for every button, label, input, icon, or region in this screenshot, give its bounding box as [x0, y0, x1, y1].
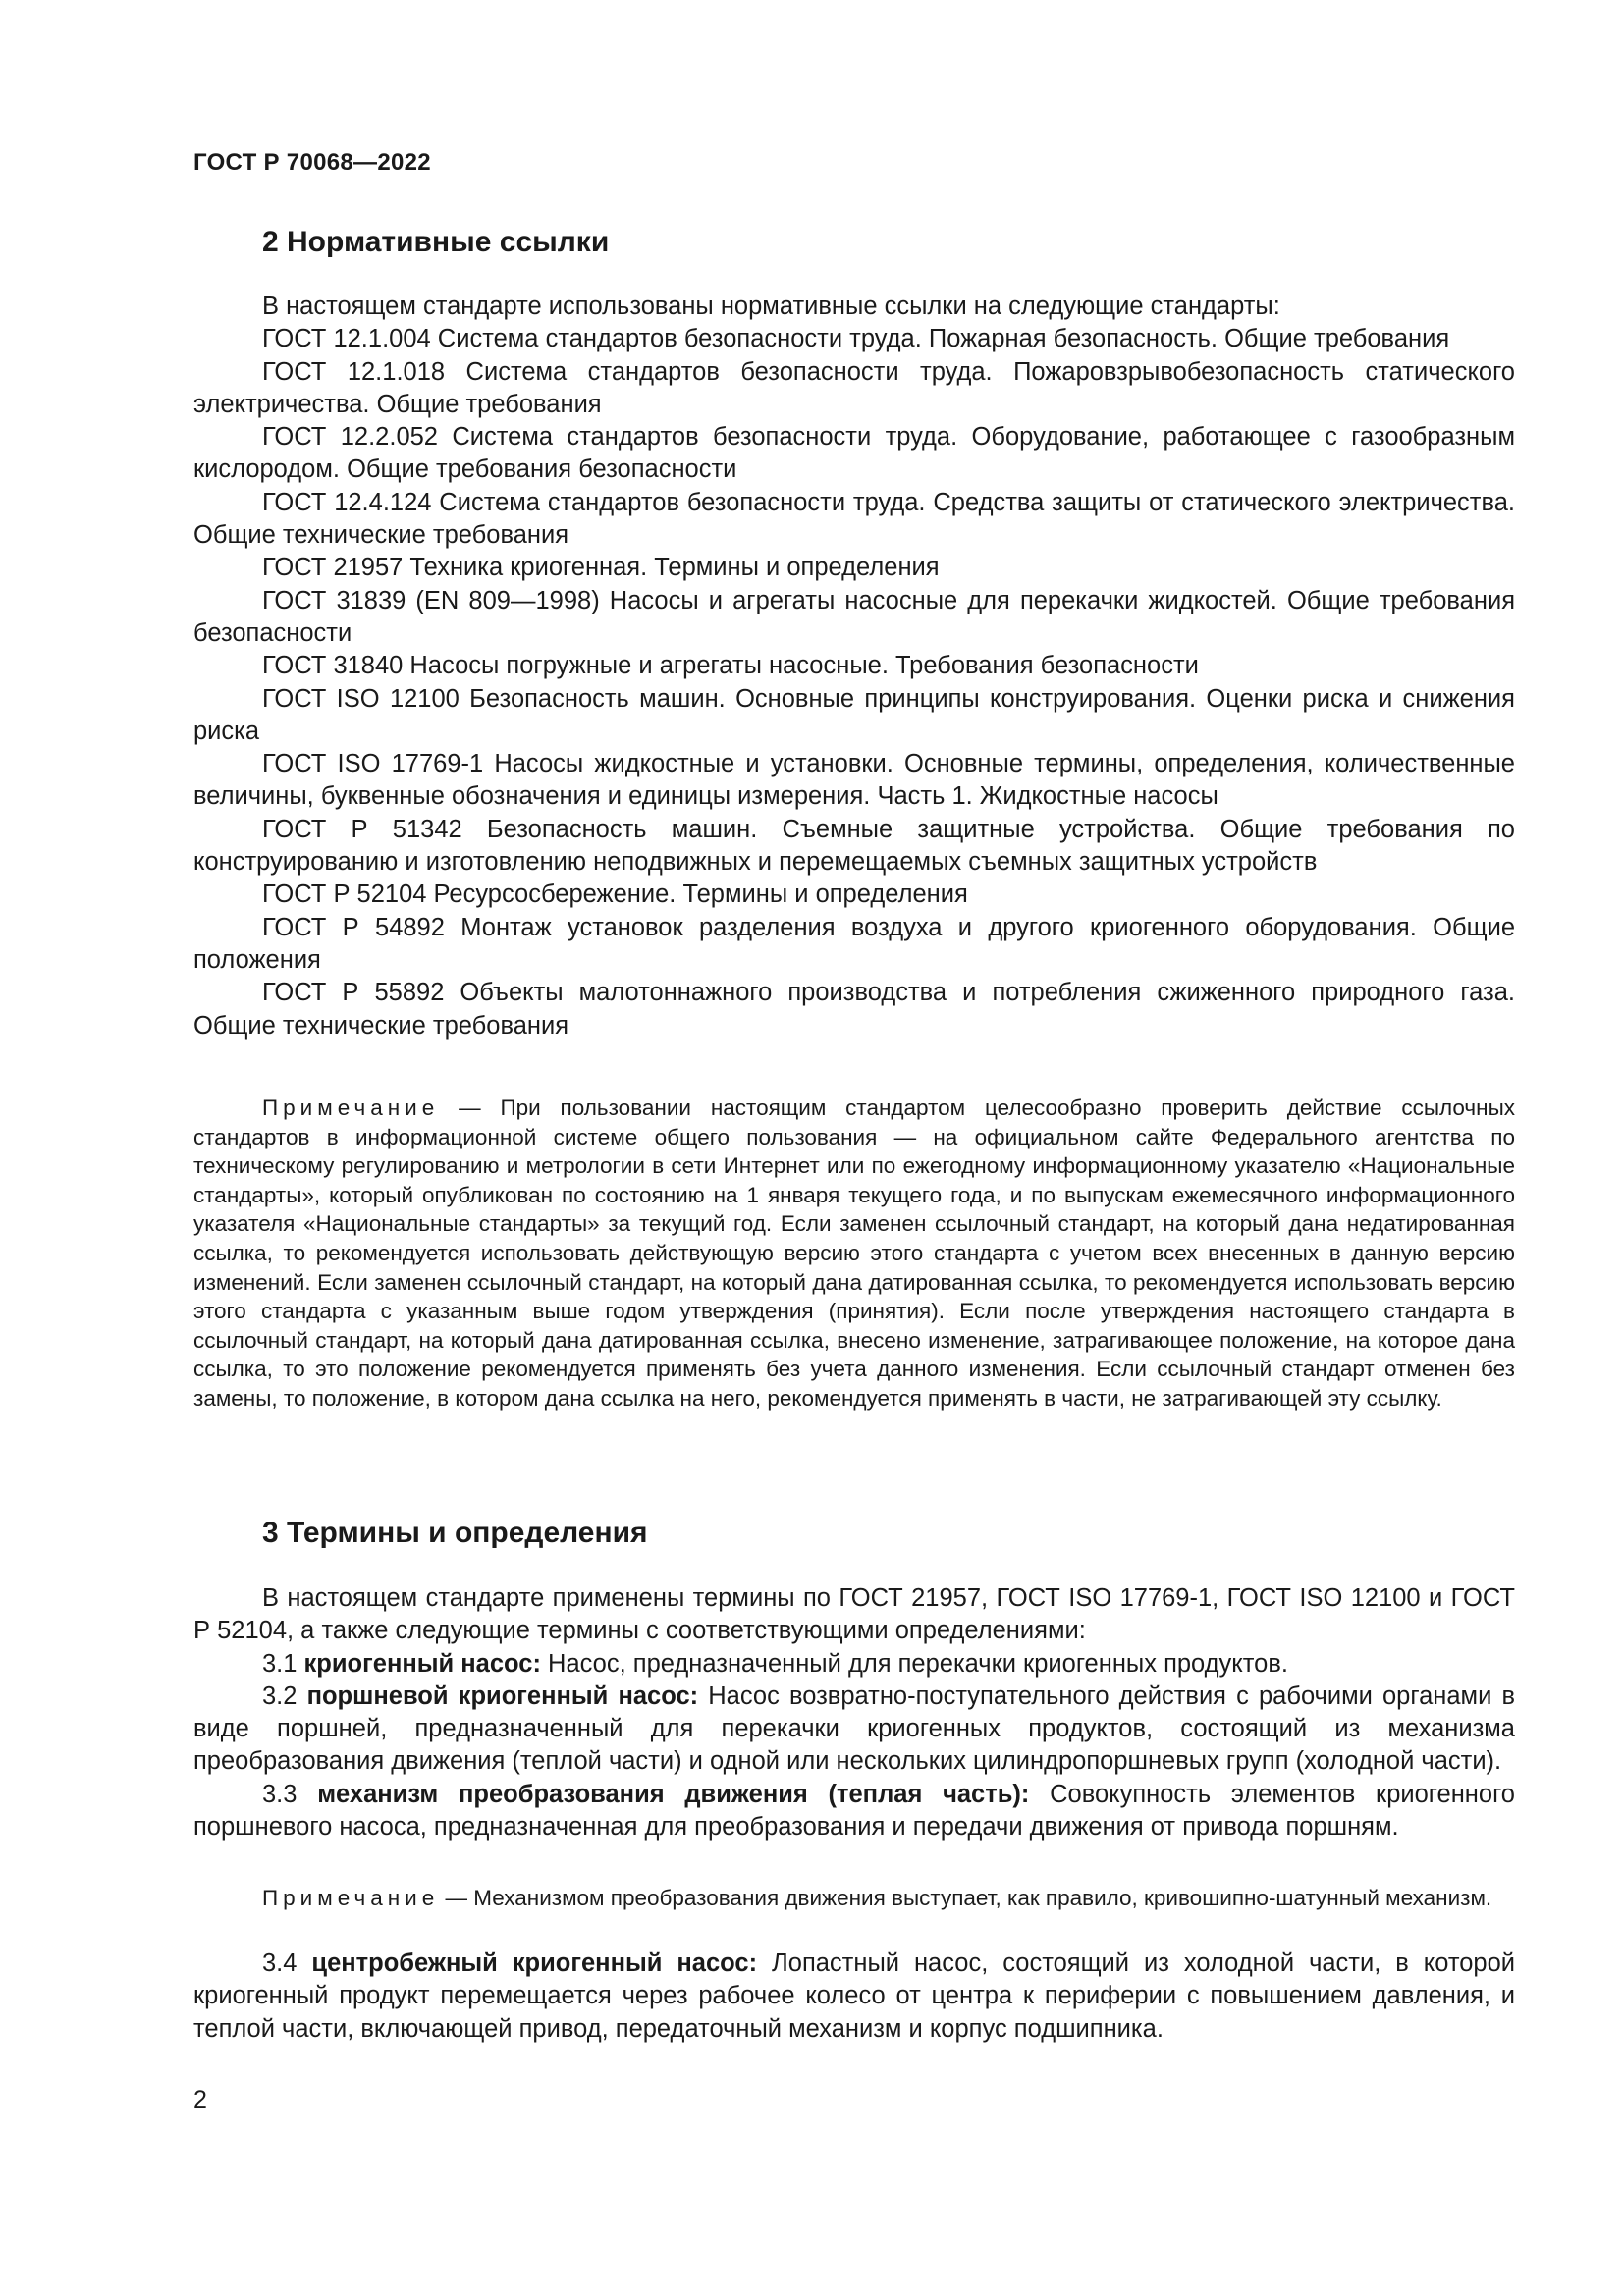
term-definition: Лопастный насос, состоящий из холодной части, в которой криогенный продукт перемещается через рабочее колесо от центра к периферии с повышением давления, и теплой части, включающей привод, передаточный механизм и корпус подшипника. — [193, 1949, 1515, 2043]
reference-item: ГОСТ 12.4.124 Система стандартов безопасности труда. Средства защиты от статического электричества. Общие технические требования — [193, 488, 1515, 550]
reference-item: ГОСТ Р 51342 Безопасность машин. Съемные защитные устройства. Общие требования по конструированию и изготовлению неподвижных и перемещаемых съемных защитных устройств — [193, 815, 1515, 877]
reference-item: ГОСТ 12.2.052 Система стандартов безопасности труда. Оборудование, работающее с газообразным кислородом. Общие требования безопасности — [193, 423, 1515, 484]
note-text: — Механизмом преобразования движения выступает, как правило, кривошипно-шатунный механизм. — [439, 1886, 1492, 1910]
note-text: — При пользовании настоящим стандартом целесообразно проверить действие ссылочных стандартов в информационной системе общего пользования — на официальном сайте Федерального агентства по техническому регулированию и метрологии в сети Интернет или по ежегодному информационному указателю «Национальные стандарты», который опубликован по состоянию на 1 января текущего года, и по выпускам ежемесячного информационного указателя «Национальные стандарты» за текущий год. Если заменен ссылочный стандарт, на который дана недатированная ссылка, то рекомендуется использовать действующую версию этого стандарта с учетом всех внесенных в данную версию изменений. Если заменен ссылочный стандарт, на который дана датированная ссылка, то рекомендуется использовать версию этого стандарта с указанным выше годом утверждения (принятия). Если после утверждения настоящего стандарта в ссылочный стандарт, на который дана датированная ссылка, внесено изменение, затрагивающее положение, на которое дана ссылка, то это положение рекомендуется применять без учета данного изменения. Если ссылочный стандарт отменен без замены, то положение, в котором дана ссылка на него, рекомендуется применять в части, не затрагивающей эту ссылку. — [193, 1095, 1515, 1411]
note-label: Примечание — [262, 1886, 440, 1910]
section-3 — [193, 1517, 1515, 1550]
reference-item: ГОСТ ISO 12100 Безопасность машин. Основные принципы конструирования. Оценки риска и снижения риска — [193, 684, 1515, 745]
reference-item: ГОСТ 12.1.004 Система стандартов безопасности труда. Пожарная безопасность. Общие требования — [262, 325, 1450, 353]
term-number: 3.1 — [262, 1649, 304, 1678]
section-2 — [193, 226, 1515, 259]
reference-item: ГОСТ Р 55892 Объекты малотоннажного производства и потребления сжиженного природного газа. Общие технические требования — [193, 979, 1515, 1040]
reference-item: ГОСТ 12.1.018 Система стандартов безопасности труда. Пожаровзрывобезопасность статического электричества. Общие требования — [193, 357, 1515, 418]
term-3-3 — [193, 1779, 1515, 1844]
term-title: центробежный криогенный насос: — [311, 1949, 758, 1977]
section-2-intro: В настоящем стандарте использованы нормативные ссылки на следующие стандарты: — [262, 293, 1280, 320]
reference-item: ГОСТ 31840 Насосы погружные и агрегаты насосные. Требования безопасности — [262, 652, 1199, 680]
section-2-heading: 2 Нормативные ссылки — [262, 226, 610, 258]
section-3-heading: 3 Термины и определения — [262, 1517, 648, 1549]
term-definition: Насос, предназначенный для перекачки криогенных продуктов. — [540, 1649, 1288, 1678]
section-3-note — [193, 1884, 1515, 1913]
section-2-note — [193, 1094, 1515, 1414]
reference-item: ГОСТ 21957 Техника криогенная. Термины и определения — [262, 554, 940, 582]
note-paragraph — [193, 1094, 1515, 1414]
term-number: 3.3 — [262, 1780, 318, 1808]
term-3-4 — [193, 1948, 1515, 2046]
term-definition: Насос возвратно-поступательного действия с рабочими органами в виде поршней, предназначенный для перекачки криогенных продуктов, состоящий из механизма преобразования движения (теплой части) и одной или нескольких цилиндропоршневых групп (холодной части). — [193, 1682, 1515, 1776]
term-title: поршневой криогенный насос: — [306, 1682, 699, 1710]
term-3-1 — [193, 1648, 1515, 1681]
reference-item: ГОСТ Р 54892 Монтаж установок разделения воздуха и другого криогенного оборудования. Общие положения — [193, 913, 1515, 974]
term-3-2 — [193, 1681, 1515, 1779]
reference-item: ГОСТ 31839 (EN 809—1998) Насосы и агрегаты насосные для перекачки жидкостей. Общие требования безопасности — [193, 586, 1515, 647]
term-3-4-block — [193, 1948, 1515, 2046]
section-3-intro: В настоящем стандарте применены термины по ГОСТ 21957, ГОСТ ISO 17769-1, ГОСТ ISO 12100 и ГОСТ Р 52104, а также следующие термины с соответствующими определениями: — [193, 1584, 1515, 1645]
term-number: 3.4 — [262, 1949, 312, 1977]
document-code-header: ГОСТ Р 70068—2022 — [193, 149, 431, 176]
term-title: криогенный насос: — [303, 1649, 541, 1678]
page-number: 2 — [193, 2086, 207, 2113]
section-2-body — [193, 291, 1515, 1042]
section-3-body — [193, 1582, 1515, 1843]
term-title: механизм преобразования движения (теплая часть): — [317, 1780, 1030, 1808]
reference-item: ГОСТ Р 52104 Ресурсосбережение. Термины и определения — [262, 881, 968, 909]
term-definition: Совокупность элементов криогенного поршневого насоса, предназначенная для преобразования и передачи движения от привода поршням. — [193, 1780, 1515, 1842]
note-paragraph — [193, 1884, 1515, 1913]
reference-item: ГОСТ ISO 17769-1 Насосы жидкостные и установки. Основные термины, определения, количественные величины, буквенные обозначения и единицы измерения. Часть 1. Жидкостные насосы — [193, 750, 1515, 811]
term-number: 3.2 — [262, 1682, 307, 1710]
note-label: Примечание — [262, 1095, 440, 1120]
